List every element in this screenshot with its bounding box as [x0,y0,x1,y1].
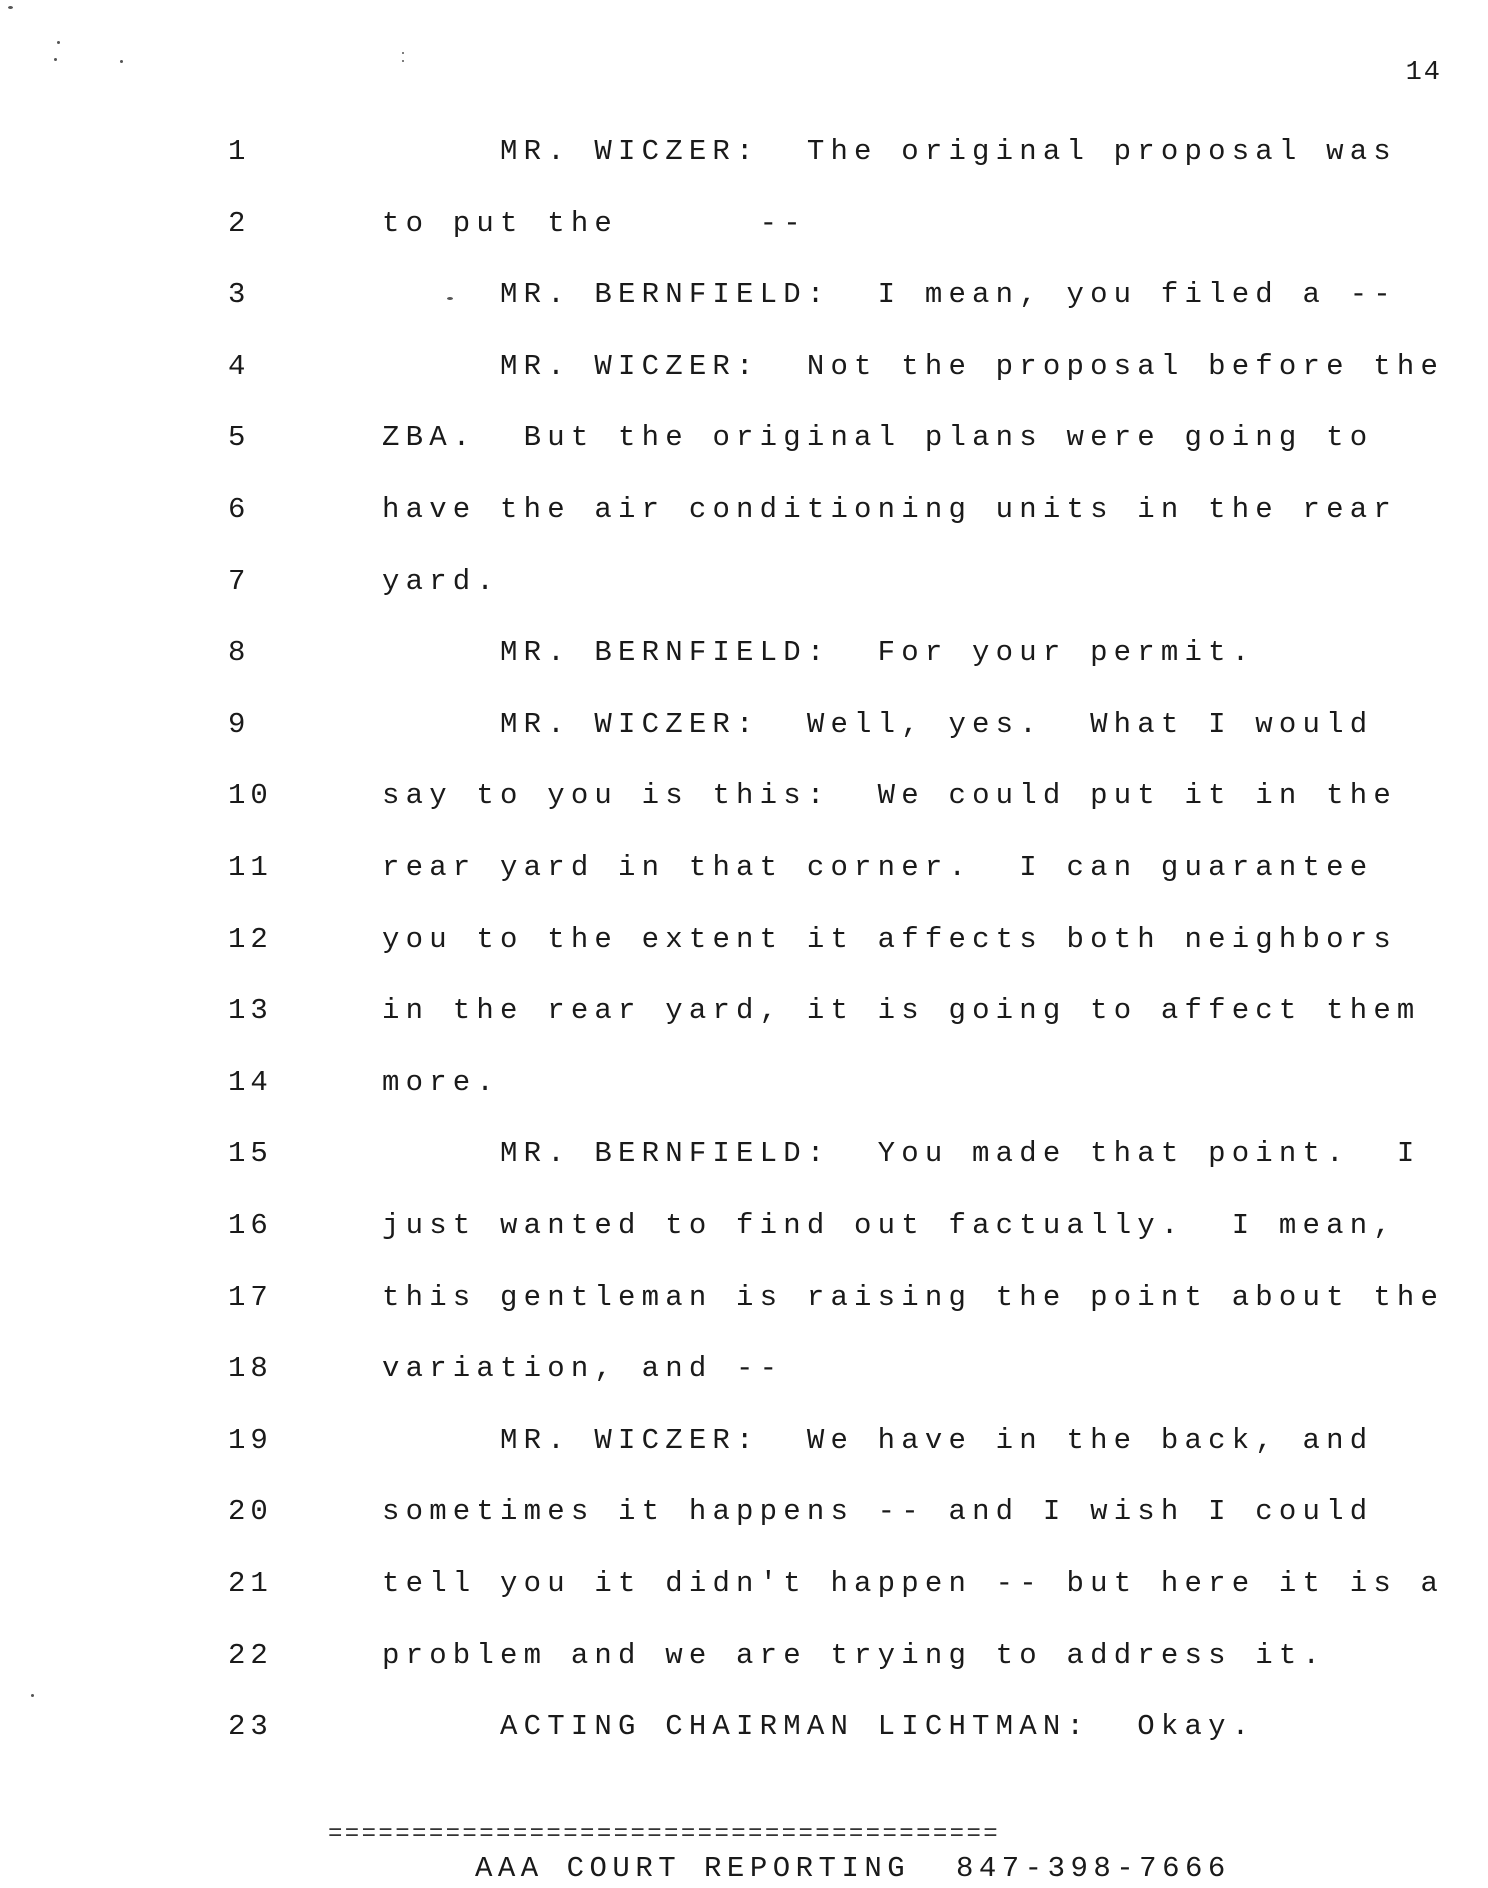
scan-speck [57,41,60,44]
scan-speck [447,297,453,300]
line-number: 4 [228,349,251,383]
line-number: 6 [228,493,251,526]
line-number: 23 [228,1710,273,1744]
line-number: 12 [228,922,273,956]
line-text: MR. WICZER: The original proposal was [500,135,1397,168]
line-number: 1 [228,135,251,168]
line-number: 22 [228,1638,273,1672]
line-text: MR. BERNFIELD: For your permit. [500,636,1256,670]
line-number: 20 [228,1495,273,1529]
transcript-line [0,779,1488,819]
footer-reporter-info: AAA COURT REPORTING 847-398-7666 [475,1852,1231,1885]
line-number: 17 [228,1280,273,1314]
transcript-line [0,851,1488,891]
line-text: this gentleman is raising the point about the [382,1280,1445,1314]
scan-speck [402,60,404,62]
transcript-line [0,1137,1488,1177]
line-text: you to the extent it affects both neighbors [382,922,1397,956]
line-number: 11 [228,851,273,884]
line-text: to put the -- [382,206,807,240]
line-number: 9 [228,707,251,741]
line-text: problem and we are trying to address it. [382,1638,1327,1672]
line-number: 13 [228,994,273,1028]
transcript-line [0,1352,1488,1392]
transcript-line [0,1424,1488,1464]
line-text: MR. WICZER: We have in the back, and [500,1423,1374,1457]
transcript-line [0,994,1488,1034]
transcript-line [0,1495,1488,1535]
line-text: MR. BERNFIELD: I mean, you filed a -- [500,278,1397,312]
transcript-line [0,1710,1488,1750]
line-text: have the air conditioning units in the rear [382,493,1397,526]
transcript-line [0,421,1488,461]
transcript-line [0,1281,1488,1321]
line-text: MR. WICZER: Not the proposal before the [500,349,1445,383]
line-text: tell you it didn't happen -- but here it is a [382,1567,1445,1600]
line-number: 8 [228,636,251,670]
line-number: 7 [228,564,251,598]
line-number: 14 [228,1065,273,1099]
transcript-line [0,923,1488,963]
line-number: 21 [228,1567,273,1600]
scan-speck [120,60,123,63]
transcript-line [0,135,1488,175]
transcript-line [0,493,1488,533]
line-text: variation, and -- [382,1352,784,1386]
line-text: yard. [382,564,501,598]
line-number: 5 [228,421,251,455]
footer-rule: ======================================== [328,1821,1001,1848]
transcript-line [0,1209,1488,1249]
transcript-line [0,565,1488,605]
scan-speck [8,6,13,9]
line-text: in the rear yard, it is going to affect them [382,994,1421,1028]
line-text: just wanted to find out factually. I mean, [382,1209,1397,1242]
line-text: ZBA. But the original plans were going to [382,421,1374,455]
line-text: MR. WICZER: Well, yes. What I would [500,707,1374,741]
line-number: 15 [228,1137,273,1171]
scan-speck [402,52,404,54]
line-text: sometimes it happens -- and I wish I could [382,1495,1374,1529]
scan-speck [54,58,57,61]
line-number: 10 [228,779,273,813]
transcript-line [0,636,1488,676]
scan-speck [31,1694,34,1697]
line-number: 3 [228,278,251,312]
line-number: 16 [228,1209,273,1242]
transcript-line [0,350,1488,390]
line-number: 2 [228,206,251,240]
transcript-line [0,207,1488,247]
transcript-line [0,1066,1488,1106]
transcript-line [0,1639,1488,1679]
transcript-line [0,1567,1488,1607]
transcript-line [0,708,1488,748]
line-text: ACTING CHAIRMAN LICHTMAN: Okay. [500,1710,1256,1744]
line-number: 19 [228,1423,273,1457]
page-number: 14 [1405,58,1442,88]
line-text: say to you is this: We could put it in the [382,779,1397,813]
line-text: more. [382,1065,501,1099]
line-text: MR. BERNFIELD: You made that point. I [500,1137,1421,1171]
line-text: rear yard in that corner. I can guarantee [382,851,1374,884]
line-number: 18 [228,1352,273,1386]
transcript-line [0,278,1488,318]
